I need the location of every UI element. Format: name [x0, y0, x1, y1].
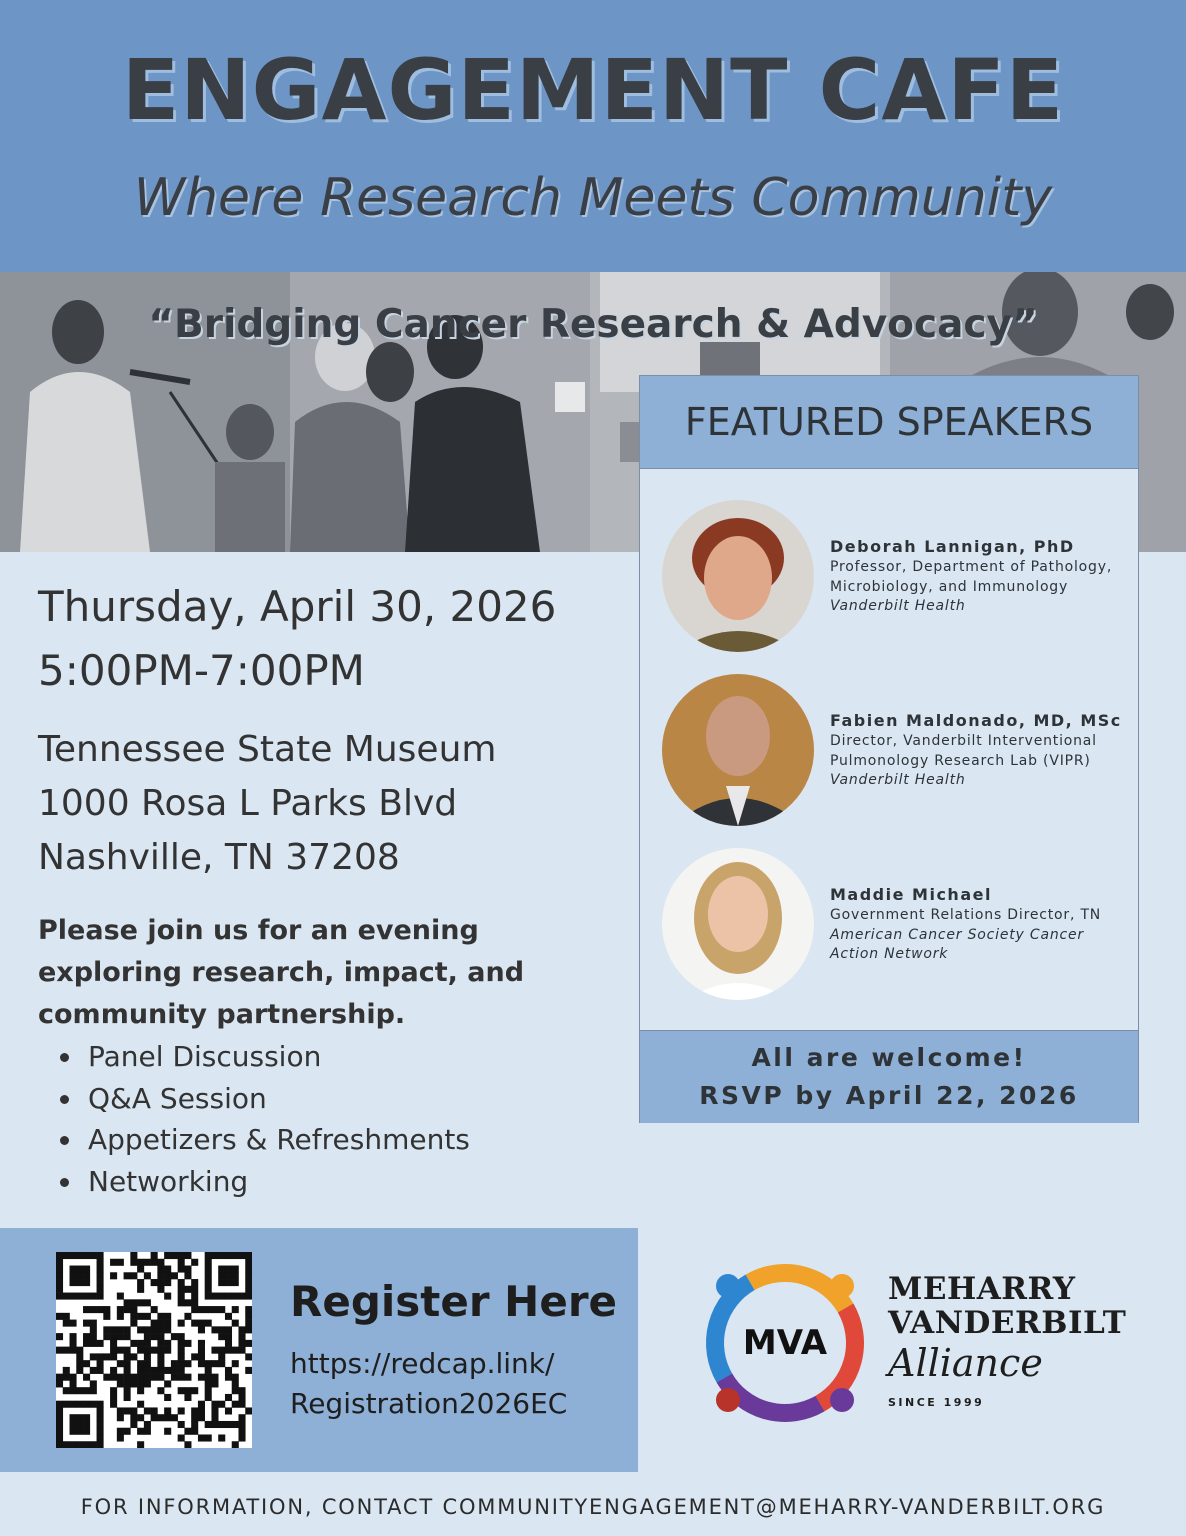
speaker-title: Microbiology, and Immunology [830, 578, 1069, 595]
page-subtitle: Where Research Meets Community [133, 168, 1053, 228]
venue-name: Tennessee State Museum [38, 729, 497, 770]
speaker-name: Fabien Maldonado, MD, MSc [830, 711, 1122, 730]
speaker-title: Pulmonology Research Lab (VIPR) [830, 752, 1091, 769]
welcome-text: All are welcome! [751, 1043, 1027, 1072]
speaker-name: Maddie Michael [830, 885, 992, 904]
event-intro: Please join us for an evening exploring research, impact, and community partnership. [38, 915, 525, 1030]
rsvp-deadline: RSVP by April 22, 2026 [699, 1081, 1079, 1110]
venue-street: 1000 Rosa L Parks Blvd [38, 783, 458, 824]
event-date: Thursday, April 30, 2026 [38, 582, 557, 631]
contact-footer: FOR INFORMATION, CONTACT COMMUNITYENGAGEMENT@MEHARRY-VANDERBILT.ORG [80, 1495, 1106, 1519]
org-since: SINCE 1999 [888, 1396, 985, 1409]
list-item: Q&A Session [56, 1078, 470, 1120]
speaker-org: American Cancer Society Cancer [830, 926, 1084, 943]
list-item: Networking [56, 1161, 470, 1203]
speaker-title: Professor, Department of Pathology, [830, 559, 1113, 575]
registration-link[interactable]: https://redcap.link/ [290, 1347, 555, 1380]
register-block [0, 1228, 638, 1472]
speaker-photo-avatar [662, 674, 814, 826]
speaker-title: Director, Vanderbilt Interventional [830, 733, 1097, 749]
venue-city: Nashville, TN 37208 [38, 837, 400, 878]
speaker-org: Action Network [830, 946, 949, 962]
speaker-org: Vanderbilt Health [830, 598, 966, 614]
speaker-photo-avatar [662, 848, 814, 1000]
list-item: Panel Discussion [56, 1036, 470, 1078]
register-heading: Register Here [290, 1277, 618, 1326]
mva-logo [700, 1258, 870, 1428]
logo-mark-text: MVA [742, 1323, 828, 1363]
org-script-wordmark: Alliance [888, 1341, 1043, 1385]
page-title: ENGAGEMENT CAFE [121, 41, 1065, 139]
speaker-card [662, 674, 1132, 834]
featured-speakers-panel [639, 375, 1139, 1123]
speaker-card [662, 848, 1132, 1008]
bullet-icon [60, 1095, 69, 1104]
speakers-heading: FEATURED SPEAKERS [640, 376, 1138, 469]
org-name-line2: VANDERBILT [888, 1305, 1127, 1341]
event-theme-quote: “Bridging Cancer Research & Advocacy” [148, 302, 1038, 347]
bullet-icon [60, 1053, 69, 1062]
org-name-line1: MEHARRY [888, 1271, 1076, 1307]
speaker-title: Government Relations Director, TN [830, 907, 1102, 923]
registration-qr-code[interactable] [56, 1252, 252, 1448]
event-time: 5:00PM-7:00PM [38, 646, 365, 695]
list-item: Appetizers & Refreshments [56, 1119, 470, 1161]
registration-link[interactable]: Registration2026EC [290, 1387, 568, 1420]
speaker-org: Vanderbilt Health [830, 772, 966, 788]
speaker-photo-avatar [662, 500, 814, 652]
speaker-name: Deborah Lannigan, PhD [830, 537, 1075, 556]
speaker-card [662, 500, 1132, 660]
bullet-icon [60, 1136, 69, 1145]
rsvp-banner [640, 1030, 1138, 1123]
bullet-icon [60, 1178, 69, 1187]
agenda-list [56, 1036, 470, 1202]
